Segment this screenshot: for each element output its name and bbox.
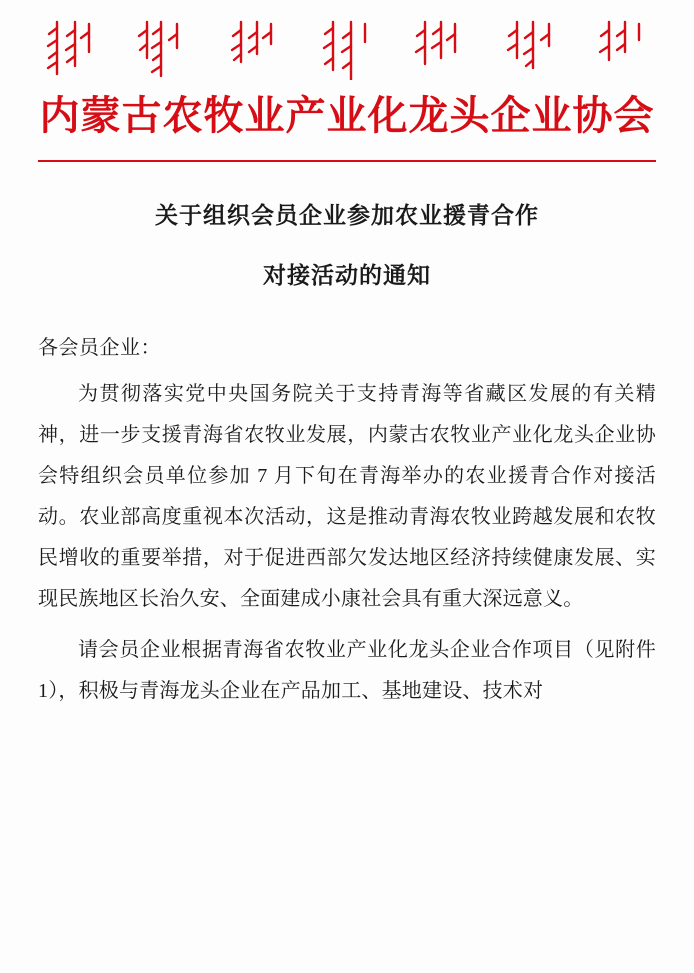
body-paragraph-2: 请会员企业根据青海省农牧业产业化龙头企业合作项目（见附件 1），积极与青海龙头企业在产品加工、基地建设、技术对 bbox=[38, 638, 656, 702]
masthead-divider bbox=[38, 160, 656, 162]
mongolian-word-7 bbox=[596, 18, 650, 80]
mongolian-script-header bbox=[38, 0, 656, 86]
mongolian-word-3 bbox=[228, 18, 282, 80]
mongolian-word-4 bbox=[320, 18, 374, 80]
mongolian-word-5 bbox=[412, 18, 466, 80]
document-title bbox=[38, 186, 656, 306]
body-paragraph-1: 为贯彻落实党中央国务院关于支持青海等省藏区发展的有关精神，进一步支援青海省农牧业发展，内蒙古农牧业产业化龙头企业协会特组织会员单位参加 7 月下旬在青海举办的农业援青合作对接活动。农业部高度重视本次活动，这是推动青海农牧业跨越发展和农牧民增收的重要举措，对于促进西部欠发达地区经济持续健康发展、实现民族地区长治久安、全面建成小康社会具有重大深远意义。 bbox=[38, 382, 656, 610]
salutation: 各会员企业： bbox=[38, 336, 161, 359]
mongolian-word-1 bbox=[44, 18, 98, 80]
mongolian-word-2 bbox=[136, 18, 190, 80]
document-title-line-1: 关于组织会员企业参加农业援青合作 bbox=[155, 203, 539, 228]
mongolian-word-6 bbox=[504, 18, 558, 80]
document-title-line-2: 对接活动的通知 bbox=[263, 262, 431, 288]
page-title: 内蒙古农牧业产业化龙头企业协会 bbox=[39, 93, 655, 138]
